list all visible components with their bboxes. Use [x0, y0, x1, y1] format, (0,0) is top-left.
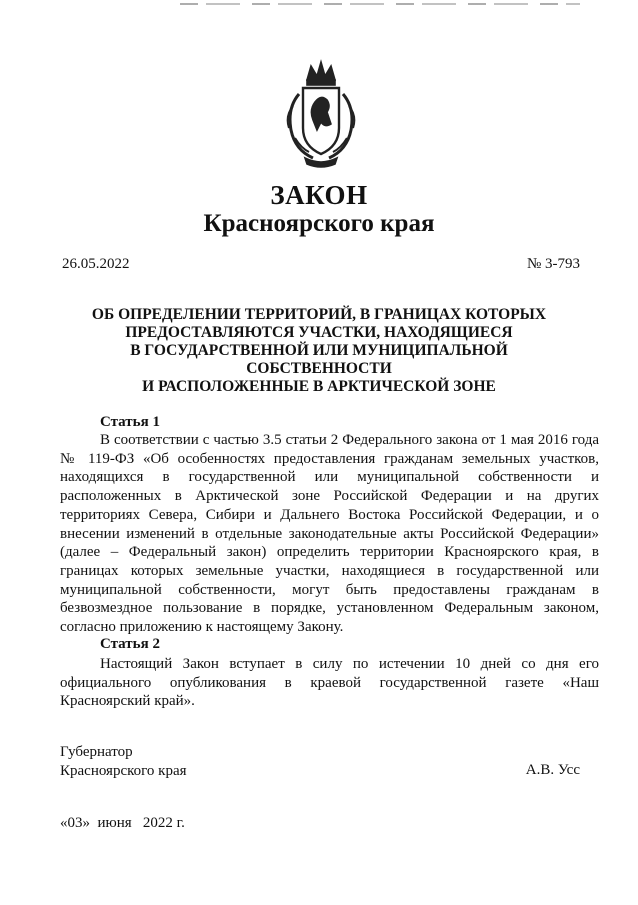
coat-of-arms-emblem — [279, 58, 363, 170]
law-date: 26.05.2022 — [62, 256, 130, 272]
heading-line: ОБ ОПРЕДЕЛЕНИИ ТЕРРИТОРИЙ, В ГРАНИЦАХ КОТОРЫХ — [91, 306, 547, 323]
law-number: № 3-793 — [526, 256, 580, 272]
article-1-text: В соответствии с частью 3.5 статьи 2 Федерального закона от 1 мая 2016 года № 119-ФЗ «Об особенностях предоставления гражданам земельных участков, находящихся в государственной или муниципальной собственности и расположенных в Арктической зоне Российской Федерации и на других территориях Севера, Сибири и Дальнего Востока Российской Федерации, и о внесении изменений в отдельные законодательные акты Российской Федерации» (далее – Федеральный закон) определить территории Красноярского края, в границах которых земельные участки, находящиеся в государственной или муниципальной собственности, могут быть предоставлены гражданам в безвозмездное пользование в порядке, установленном Федеральным законом, согласно приложению к настоящему Закону. — [60, 432, 599, 636]
law-title: ЗАКОН — [270, 180, 368, 210]
heading-line: ПРЕДОСТАВЛЯЮТСЯ УЧАСТКИ, НАХОДЯЩИЕСЯ — [125, 324, 513, 341]
heading-line: В ГОСУДАРСТВЕННОЙ ИЛИ МУНИЦИПАЛЬНОЙ СОБСТВЕННОСТИ — [130, 342, 508, 377]
signer-position — [60, 743, 187, 781]
law-region: Красноярского края — [203, 210, 435, 237]
scan-artifact-line — [180, 3, 580, 5]
article-1-title: Статья 1 — [100, 414, 160, 430]
heading-line: И РАСПОЛОЖЕННЫЕ В АРКТИЧЕСКОЙ ЗОНЕ — [142, 378, 496, 395]
signer-position-line: Губернатор — [60, 744, 133, 760]
law-heading — [58, 306, 580, 396]
signer-position-line: Красноярского края — [60, 763, 187, 779]
article-2-text: Настоящий Закон вступает в силу по истечении 10 дней со дня его официального опубликования в краевой государственной газете «Наш Красноярский край». — [60, 656, 599, 710]
signer-name: А.В. Усс — [525, 762, 580, 778]
article-2-title: Статья 2 — [100, 636, 160, 652]
signing-date: «03» июня 2022 г. — [60, 815, 185, 831]
